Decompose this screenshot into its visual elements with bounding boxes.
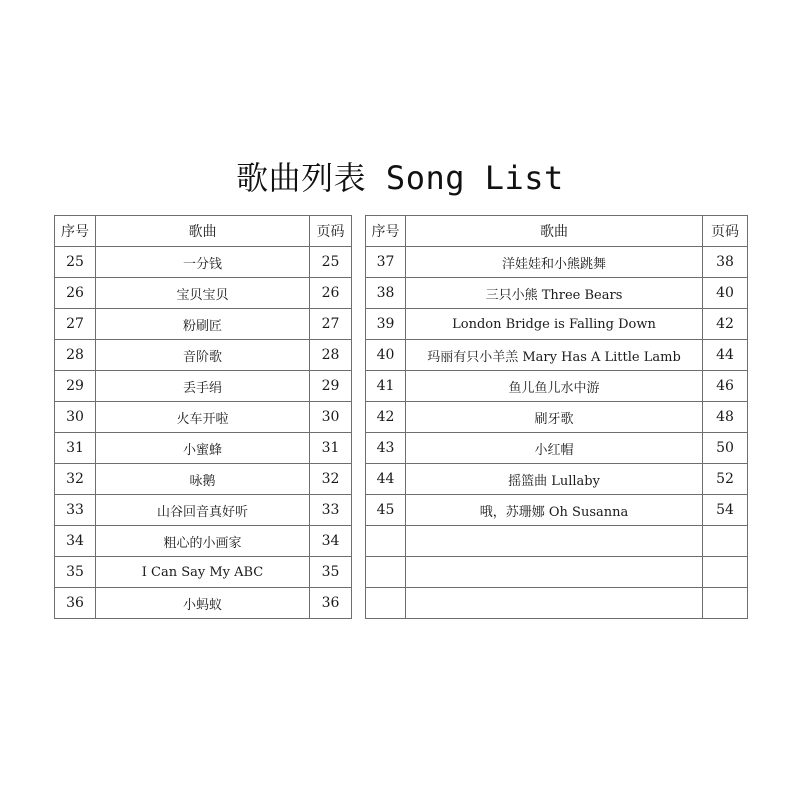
page-number: 27 <box>310 309 352 340</box>
column-header-page: 页码 <box>703 216 748 247</box>
song-table-right <box>365 215 748 619</box>
page-number: 26 <box>310 278 352 309</box>
page-number: 29 <box>310 371 352 402</box>
row-number: 39 <box>366 309 406 340</box>
row-number: 29 <box>55 371 96 402</box>
song-title: 小红帽 <box>406 433 703 464</box>
row-number: 40 <box>366 340 406 371</box>
song-title: 玛丽有只小羊羔 Mary Has A Little Lamb <box>406 340 703 371</box>
page-number: 28 <box>310 340 352 371</box>
page-number: 25 <box>310 247 352 278</box>
row-number: 45 <box>366 495 406 526</box>
song-table-left <box>54 215 352 619</box>
table-row <box>55 526 352 557</box>
table-row <box>366 371 748 402</box>
row-number: 44 <box>366 464 406 495</box>
table-row <box>55 278 352 309</box>
page-number: 52 <box>703 464 748 495</box>
row-number: 30 <box>55 402 96 433</box>
page-number <box>703 557 748 588</box>
table-row <box>55 371 352 402</box>
song-title: London Bridge is Falling Down <box>406 309 703 340</box>
row-number: 37 <box>366 247 406 278</box>
table-row <box>366 495 748 526</box>
column-header-song: 歌曲 <box>96 216 310 247</box>
song-title: 小蚂蚁 <box>96 588 310 619</box>
table-row <box>55 340 352 371</box>
page-number: 32 <box>310 464 352 495</box>
table-row <box>366 402 748 433</box>
table-row <box>55 464 352 495</box>
page-number: 33 <box>310 495 352 526</box>
table-row-empty <box>366 557 748 588</box>
page-number: 46 <box>703 371 748 402</box>
page-number: 54 <box>703 495 748 526</box>
page-title: 歌曲列表 Song List <box>236 159 564 197</box>
row-number: 41 <box>366 371 406 402</box>
page-number: 50 <box>703 433 748 464</box>
page-number: 48 <box>703 402 748 433</box>
song-title: 刷牙歌 <box>406 402 703 433</box>
song-title: 小蜜蜂 <box>96 433 310 464</box>
row-number: 28 <box>55 340 96 371</box>
song-title: 哦，苏珊娜 Oh Susanna <box>406 495 703 526</box>
table-header-row <box>366 216 748 247</box>
song-title: 音阶歌 <box>96 340 310 371</box>
page-number: 30 <box>310 402 352 433</box>
row-number: 27 <box>55 309 96 340</box>
table-row <box>366 247 748 278</box>
song-title <box>406 557 703 588</box>
row-number: 25 <box>55 247 96 278</box>
song-title: I Can Say My ABC <box>96 557 310 588</box>
row-number: 32 <box>55 464 96 495</box>
table-row <box>55 557 352 588</box>
row-number: 26 <box>55 278 96 309</box>
row-number: 38 <box>366 278 406 309</box>
table-row <box>366 433 748 464</box>
table-row <box>55 402 352 433</box>
table-row <box>55 433 352 464</box>
page-number <box>703 526 748 557</box>
row-number <box>366 557 406 588</box>
table-row <box>366 278 748 309</box>
song-title: 火车开啦 <box>96 402 310 433</box>
row-number: 43 <box>366 433 406 464</box>
song-title: 一分钱 <box>96 247 310 278</box>
page-number: 31 <box>310 433 352 464</box>
song-title: 摇篮曲 Lullaby <box>406 464 703 495</box>
table-row <box>55 247 352 278</box>
row-number: 36 <box>55 588 96 619</box>
row-number: 34 <box>55 526 96 557</box>
song-title: 鱼儿鱼儿水中游 <box>406 371 703 402</box>
column-header-number: 序号 <box>55 216 96 247</box>
page-number: 34 <box>310 526 352 557</box>
table-row <box>55 309 352 340</box>
page-number: 44 <box>703 340 748 371</box>
song-title: 咏鹅 <box>96 464 310 495</box>
table-row-empty <box>366 588 748 619</box>
song-title: 粗心的小画家 <box>96 526 310 557</box>
song-title <box>406 526 703 557</box>
song-title <box>406 588 703 619</box>
song-title: 宝贝宝贝 <box>96 278 310 309</box>
page-number: 35 <box>310 557 352 588</box>
table-row <box>55 495 352 526</box>
row-number: 42 <box>366 402 406 433</box>
row-number: 33 <box>55 495 96 526</box>
song-title: 洋娃娃和小熊跳舞 <box>406 247 703 278</box>
page-number <box>703 588 748 619</box>
row-number: 31 <box>55 433 96 464</box>
page-number: 40 <box>703 278 748 309</box>
table-row <box>366 340 748 371</box>
table-row <box>366 464 748 495</box>
table-row <box>55 588 352 619</box>
page-number: 42 <box>703 309 748 340</box>
row-number: 35 <box>55 557 96 588</box>
song-title: 丢手绢 <box>96 371 310 402</box>
song-title: 粉刷匠 <box>96 309 310 340</box>
table-row-empty <box>366 526 748 557</box>
row-number <box>366 588 406 619</box>
row-number <box>366 526 406 557</box>
table-row <box>366 309 748 340</box>
column-header-song: 歌曲 <box>406 216 703 247</box>
page-number: 36 <box>310 588 352 619</box>
column-header-number: 序号 <box>366 216 406 247</box>
song-title: 三只小熊 Three Bears <box>406 278 703 309</box>
column-header-page: 页码 <box>310 216 352 247</box>
song-title: 山谷回音真好听 <box>96 495 310 526</box>
page-number: 38 <box>703 247 748 278</box>
table-header-row <box>55 216 352 247</box>
